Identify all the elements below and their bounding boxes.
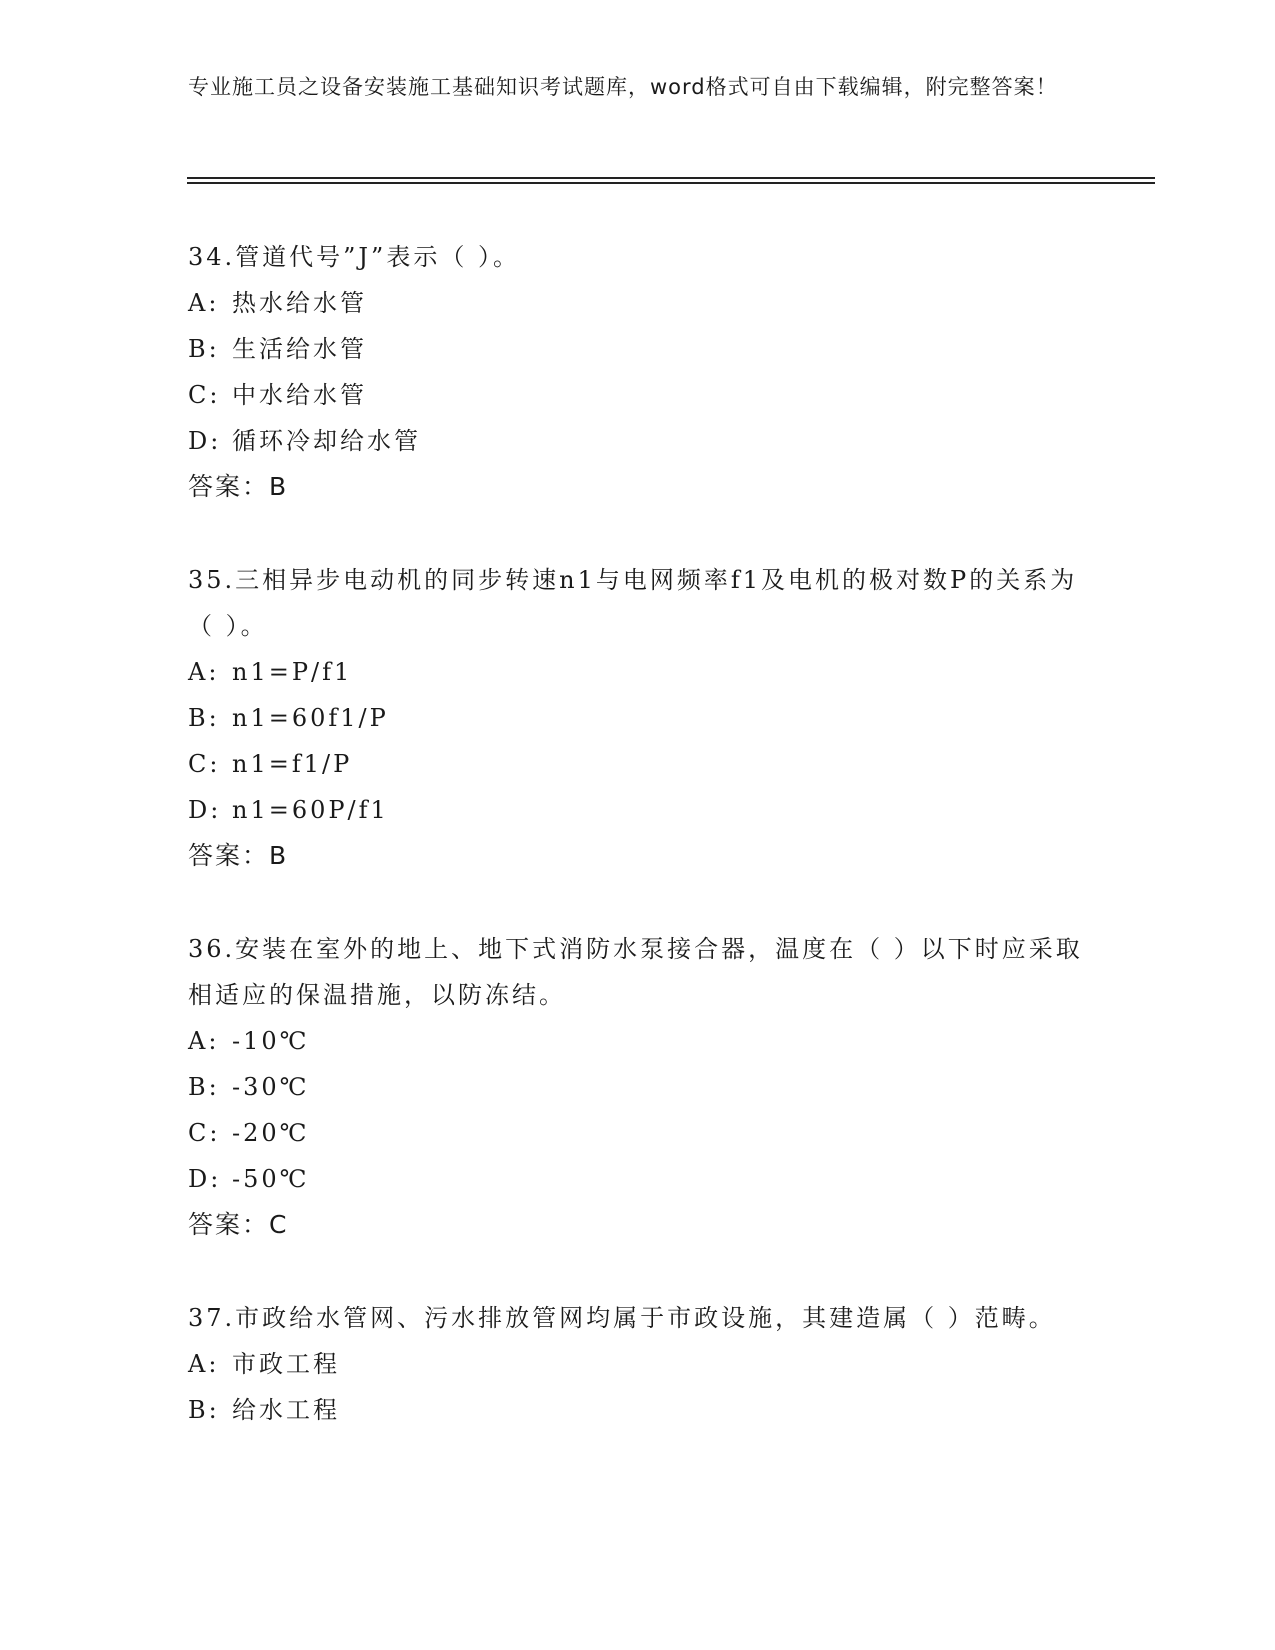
option-key: C: xyxy=(188,750,221,778)
question-stem: 35.三相异步电动机的同步转速n1与电网频率f1及电机的极对数P的关系为（ ）。 xyxy=(188,566,1078,640)
answer-label: 答案：B xyxy=(188,472,289,501)
answer-label: 答案：C xyxy=(188,1210,289,1239)
option-b xyxy=(188,1064,1088,1110)
option-c xyxy=(188,1110,1088,1156)
question-stem: 34.管道代号”J”表示（ ）。 xyxy=(188,243,520,271)
option-text: -30℃ xyxy=(232,1073,310,1101)
option-text: n1=P/f1 xyxy=(232,658,353,686)
option-text: -50℃ xyxy=(232,1165,310,1193)
question-stem: 36.安装在室外的地上、地下式消防水泵接合器，温度在（ ）以下时应采取相适应的保温措施，以防冻结。 xyxy=(188,935,1083,1009)
option-key: C: xyxy=(188,1119,221,1147)
option-a xyxy=(188,1341,1088,1387)
option-key: C: xyxy=(188,381,221,409)
option-c xyxy=(188,741,1088,787)
option-key: A: xyxy=(188,289,220,317)
question-35 xyxy=(188,557,1088,879)
option-text: 市政工程 xyxy=(232,1350,340,1378)
option-a xyxy=(188,649,1088,695)
option-key: D: xyxy=(188,427,222,455)
document-header: 专业施工员之设备安装施工基础知识考试题库，word格式可自由下载编辑，附完整答案！ xyxy=(188,75,1058,99)
option-key: A: xyxy=(188,1350,220,1378)
option-a xyxy=(188,280,1088,326)
option-b xyxy=(188,326,1088,372)
option-text: 中水给水管 xyxy=(232,381,367,409)
option-d xyxy=(188,787,1088,833)
header-divider-bottom xyxy=(187,182,1155,184)
question-36 xyxy=(188,926,1088,1248)
question-34 xyxy=(188,234,1088,510)
question-list xyxy=(188,234,1088,1480)
option-key: A: xyxy=(188,1027,220,1055)
option-key: B: xyxy=(188,704,220,732)
option-b xyxy=(188,695,1088,741)
answer-label: 答案：B xyxy=(188,841,289,870)
option-text: 生活给水管 xyxy=(232,335,367,363)
option-key: D: xyxy=(188,796,222,824)
option-text: -10℃ xyxy=(232,1027,310,1055)
option-key: A: xyxy=(188,658,220,686)
option-text: n1=60f1/P xyxy=(232,704,389,732)
option-text: 循环冷却给水管 xyxy=(232,427,421,455)
option-d xyxy=(188,1156,1088,1202)
option-key: B: xyxy=(188,1073,220,1101)
option-text: n1=f1/P xyxy=(232,750,353,778)
option-a xyxy=(188,1018,1088,1064)
option-c xyxy=(188,372,1088,418)
option-text: 给水工程 xyxy=(232,1396,340,1424)
option-text: n1=60P/f1 xyxy=(232,796,389,824)
question-37 xyxy=(188,1295,1088,1433)
option-text: 热水给水管 xyxy=(232,289,367,317)
option-d xyxy=(188,418,1088,464)
option-key: B: xyxy=(188,1396,220,1424)
question-stem: 37.市政给水管网、污水排放管网均属于市政设施，其建造属（ ）范畴。 xyxy=(188,1304,1056,1332)
option-text: -20℃ xyxy=(232,1119,310,1147)
option-b xyxy=(188,1387,1088,1433)
option-key: D: xyxy=(188,1165,222,1193)
option-key: B: xyxy=(188,335,220,363)
header-divider-top xyxy=(187,177,1155,179)
